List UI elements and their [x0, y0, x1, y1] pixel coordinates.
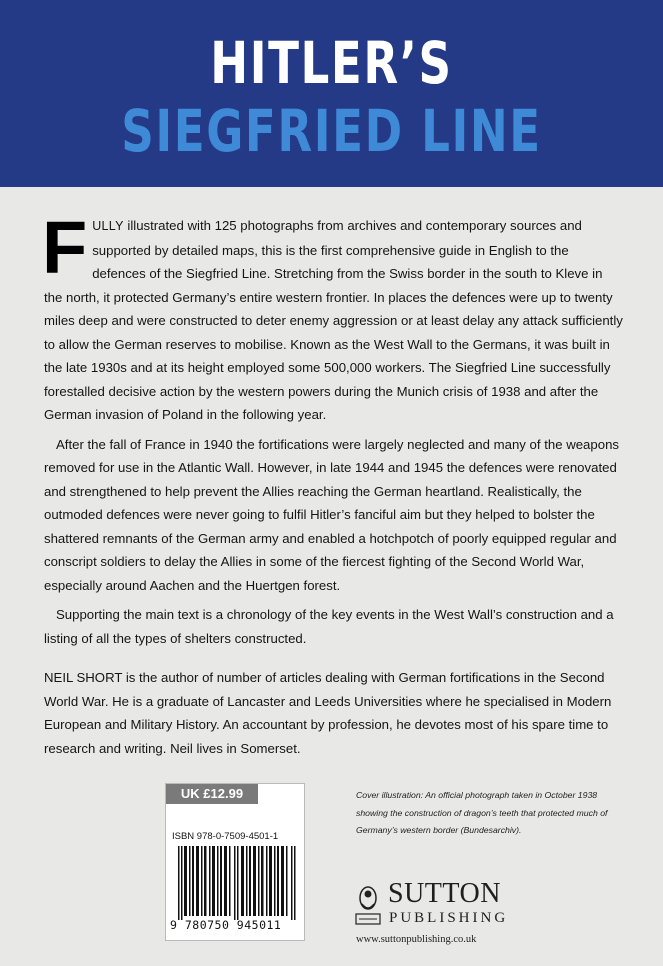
- publisher-name: SUTTON: [388, 878, 501, 909]
- intro-lead: ULLY: [92, 219, 124, 233]
- author-name: NEIL SHORT: [44, 670, 123, 685]
- barcode-icon: [178, 846, 296, 920]
- price-label: UK £12.99: [166, 784, 258, 804]
- barcode-digits: 9 780750 945011: [170, 918, 282, 932]
- title-line-2: SIEGFRIED LINE: [121, 97, 542, 165]
- sutton-crest-icon: [352, 882, 384, 928]
- paragraph-aftermath: After the fall of France in 1940 the fortifications were largely neglected and many of the weapons removed for use in the Atlantic Wall. However, in late 1944 and 1945 the defences were renovated and strengthened to help prevent the Allies reaching the German heartland. Realistically, the outmoded defences were never going to fulfil Hitler’s fanciful aim but they helped to bolster the shattered remnants of the German army and enabled a hotchpotch of poorly equipped regular and conscript soldiers to delay the Allies in some of the fiercest fighting of the Second World War, especially around Aachen and the Huertgen forest.: [44, 436, 619, 593]
- publisher-subtitle: PUBLISHING: [389, 910, 509, 926]
- cover-caption: Cover illustration: An official photograph taken in October 1938 showing the construction of dragon’s teeth that protected much of Germany’s western border (Bundesarchiv).: [356, 790, 608, 835]
- publisher-logo-block: [352, 878, 532, 945]
- paragraph-supporting: Supporting the main text is a chronology of the key events in the West Wall’s construction and a listing of all the types of shelters constructed.: [44, 607, 614, 646]
- drop-cap: F: [42, 206, 88, 289]
- title-line-1: HITLER’S: [210, 29, 453, 97]
- author-text: is the author of number of articles dealing with German fortifications in the Second World War. He is a graduate of Lancaster and Leeds Universities where he specialised in Modern European and Military History. An accountant by profession, he devotes most of his spare time to research and writing. Neil lives in Somerset.: [44, 670, 612, 756]
- paragraph-intro: [42, 206, 624, 427]
- intro-text: illustrated with 125 photographs from archives and contemporary sources and supported by detailed maps, this is the first comprehensive guide in English to the defences of the Siegfried Line. Stretching from the Swiss border in the south to Kleve in the north, it protected Germany’s entire western frontier. In places the defences were up to twenty miles deep and were constructed to deter enemy aggression or at least delay any attack sufficiently to allow the German reserves to mobilise. Known as the West Wall to the Germans, it was built in the late 1930s and at its height employed some 500,000 workers. The Siegfried Line successfully forestalled decisive action by the western powers during the Munich crisis of 1938 and after the German invasion of Poland in the following year.: [44, 218, 623, 422]
- title-banner: [0, 0, 663, 187]
- author-bio: [44, 666, 624, 760]
- barcode-panel: [165, 783, 305, 941]
- blurb: [42, 206, 624, 766]
- publisher-url[interactable]: www.suttonpublishing.co.uk: [356, 934, 477, 945]
- isbn-text: ISBN 978-0-7509-4501-1: [172, 831, 279, 842]
